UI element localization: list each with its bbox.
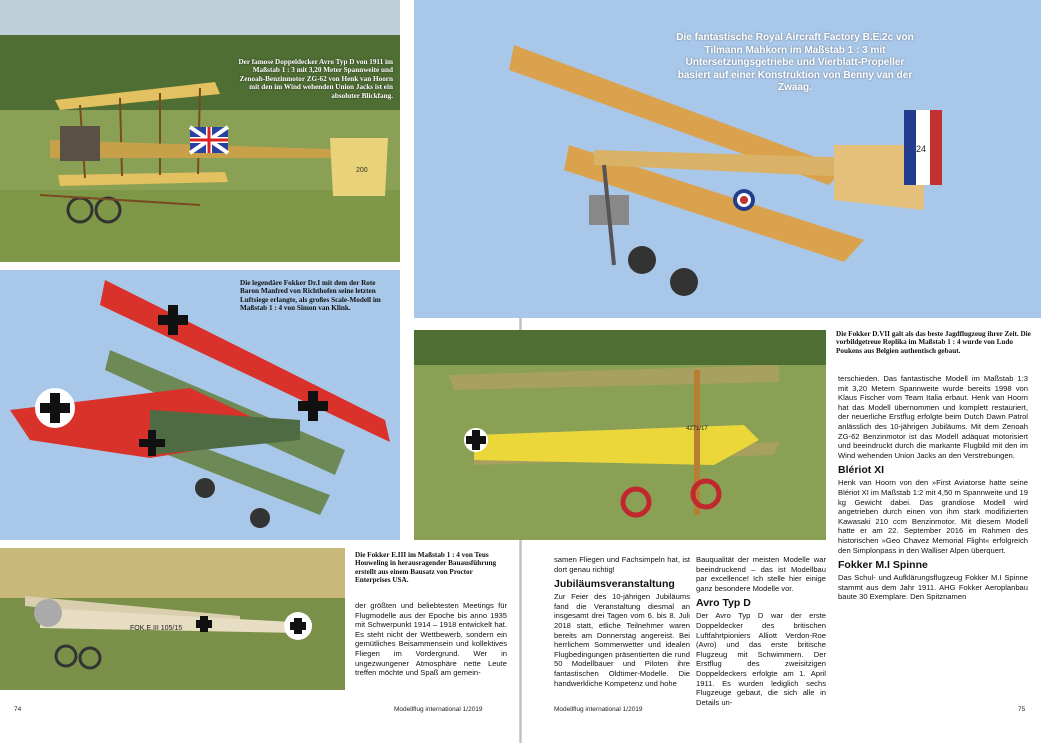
footer-left: Modellflug international 1/2019 — [394, 706, 483, 713]
photo-fokker-dvii — [414, 330, 826, 540]
eiii-marking: FOK.E.III 105/15 — [130, 625, 183, 632]
be2c-fin-number: 24 — [916, 144, 927, 154]
heading-bleriot: Blériot XI — [838, 464, 885, 477]
heading-jubilaeum: Jubiläumsveranstaltung — [554, 578, 675, 591]
col-b-text2: Der Avro Typ D war der erste Doppeldecker des britischen Luftfahrtpioniers Alliott Verdon-Roe (Avro) und das erste britische Flugzeug mit Schwimmern. Der Erstflug des zweisitzigen Doppeldeckers erfolgte am 1. April 1911. Es wurden lediglich sechs Flugzeuge gebaut, die sich alle in Details un- — [696, 611, 826, 707]
photo3-caption: Die Fokker E.III im Maßstab 1 : 4 von Teus Houweling in herausragender Bauausführung erstellt aus einem Bausatz von Proctor Enterprises USA. — [355, 551, 497, 585]
avro-tail-number: 200 — [356, 167, 368, 174]
footer-right: Modellflug international 1/2019 — [554, 706, 643, 713]
col-a-text: samen Fliegen und Fachsimpeln hat, ist dort genau richtig! — [554, 555, 690, 574]
photo2-caption: Die legendäre Fokker Dr.I mit dem der Rote Baron Manfred von Richthofen seine letzten Luftsiege erlangte, als großes Scale-Modell im Maßstab 1 : 4 von Simon van Klink. — [240, 279, 381, 313]
col-a-text2: Zur Feier des 10-jährigen Jubiläums fand die Veranstaltung diesmal an insgesamt drei Tagen vom 6. bis 8. Juli 2018 statt, etliche Teilnehmer waren bereits am Donnerstag angereist. Bei herrlichem Sommerwetter und idealen Flugbedingungen präsentierten die rund 50 Modellbauer und Piloten ihre fantastischen Oldtimer-Modelle. Die handwerkliche Kompetenz und hohe — [554, 592, 690, 688]
page-number-right: 75 — [1018, 706, 1026, 713]
dvii-caption: Die Fokker D.VII galt als das beste Jagdflugzeug ihrer Zeit. Die vorbildgetreue Replika im Maßstab 1 : 4 wurde von Ludo Poukens aus Belgien authentisch gebaut. — [836, 330, 1031, 355]
photo1-caption: Der famose Doppeldecker Avro Typ D von 1911 im Maßstab 1 : 3 mit 3,20 Meter Spannweite und Zenoah-Benzinmotor ZG-62 von Henk van Hoorn mit den im Wind wehenden Union Jacks ist ein absoluter Blickfang. — [238, 58, 393, 100]
be2c-caption: Die fantastische Royal Aircraft Factory B.E.2c von Tilmann Mahkorn im Maßstab 1 : 3 mit Untersetzungsgetriebe und Vierblatt-Propeller basiert auf einer Konstruktion von Benny van der Zwaag. — [676, 32, 914, 94]
left-column-1 — [355, 601, 507, 678]
page-number-left: 74 — [14, 706, 22, 713]
right-column-c — [838, 374, 1028, 602]
col-c-text: terschieden. Das fantastische Modell im Maßstab 1:3 mit 3,20 Metern Spannweite wurde bereits 1998 von Klaus Fischer vom Team Italia erbaut. Henk van Hoorn hat das Modell übernommen und komplett restauriert, der neuerliche Erstflug erfolgte beim Dutch Dawn Patrol anlässlich des 10-jährigen Jubiläums. Mit dem Zenoah ZG-62 Benzinmotor ist das Modell adäquat motorisiert und beeindruckt durch die markante Flugbild mit den im Wind wehenden Union Jacks an den Verstrebungen. — [838, 374, 1028, 460]
photo-fokker-eiii — [0, 548, 345, 690]
col-b-text: Bauqualität der meisten Modelle war beeindruckend – das ist Modellbau par excellence! Ich stelle hier einige ganz besondere Modelle vor. — [696, 555, 826, 593]
left-col1-text: der größten und beliebtesten Meetings für Flugmodelle aus der Epoche bis anno 1935 mit Schwerpunkt 1914 – 1918 entwickelt hat. Es steht nicht der Wettbewerb, sondern ein gemütliches Beisammensein und kollektives Fliegen im Vordergrund. Wer in ungezwungener Atmosphäre nette Leute treffen möchte und Spaß am gemein- — [355, 601, 507, 678]
heading-fokker-m1: Fokker M.I Spinne — [838, 559, 928, 572]
col-c-text3: Das Schul- und Aufklärungsflugzeug Fokker M.I Spinne stammt aus dem Jahr 1911. AHG Fokker Aeroplanbau baute 30 Exemplare. Den Spitznamen — [838, 573, 1028, 602]
heading-avro: Avro Typ D — [696, 597, 751, 610]
right-column-b — [696, 555, 826, 707]
photo-avro-typ-d — [0, 0, 400, 262]
right-column-a — [554, 555, 690, 688]
dvii-marking: 4271/17 — [686, 426, 708, 432]
col-c-text2: Henk van Hoorn von den »First Aviatorse hatte seine Blériot XI im Maßstab 1:2 mit 4,50 m Spannweite und 19 kg Gewicht dabei. Das grandiose Modell wird angetrieben durch einen von ihm stark modifizierten Kawasaki 210 ccm Benzinmotor. Mit diesem Modell hatte er am 22. September 2016 im Rahmen des historischen »Geo Chavez Memorial Flight« erfolgreich den Simplonpass in den Walliser Alpen überquert. — [838, 478, 1028, 555]
